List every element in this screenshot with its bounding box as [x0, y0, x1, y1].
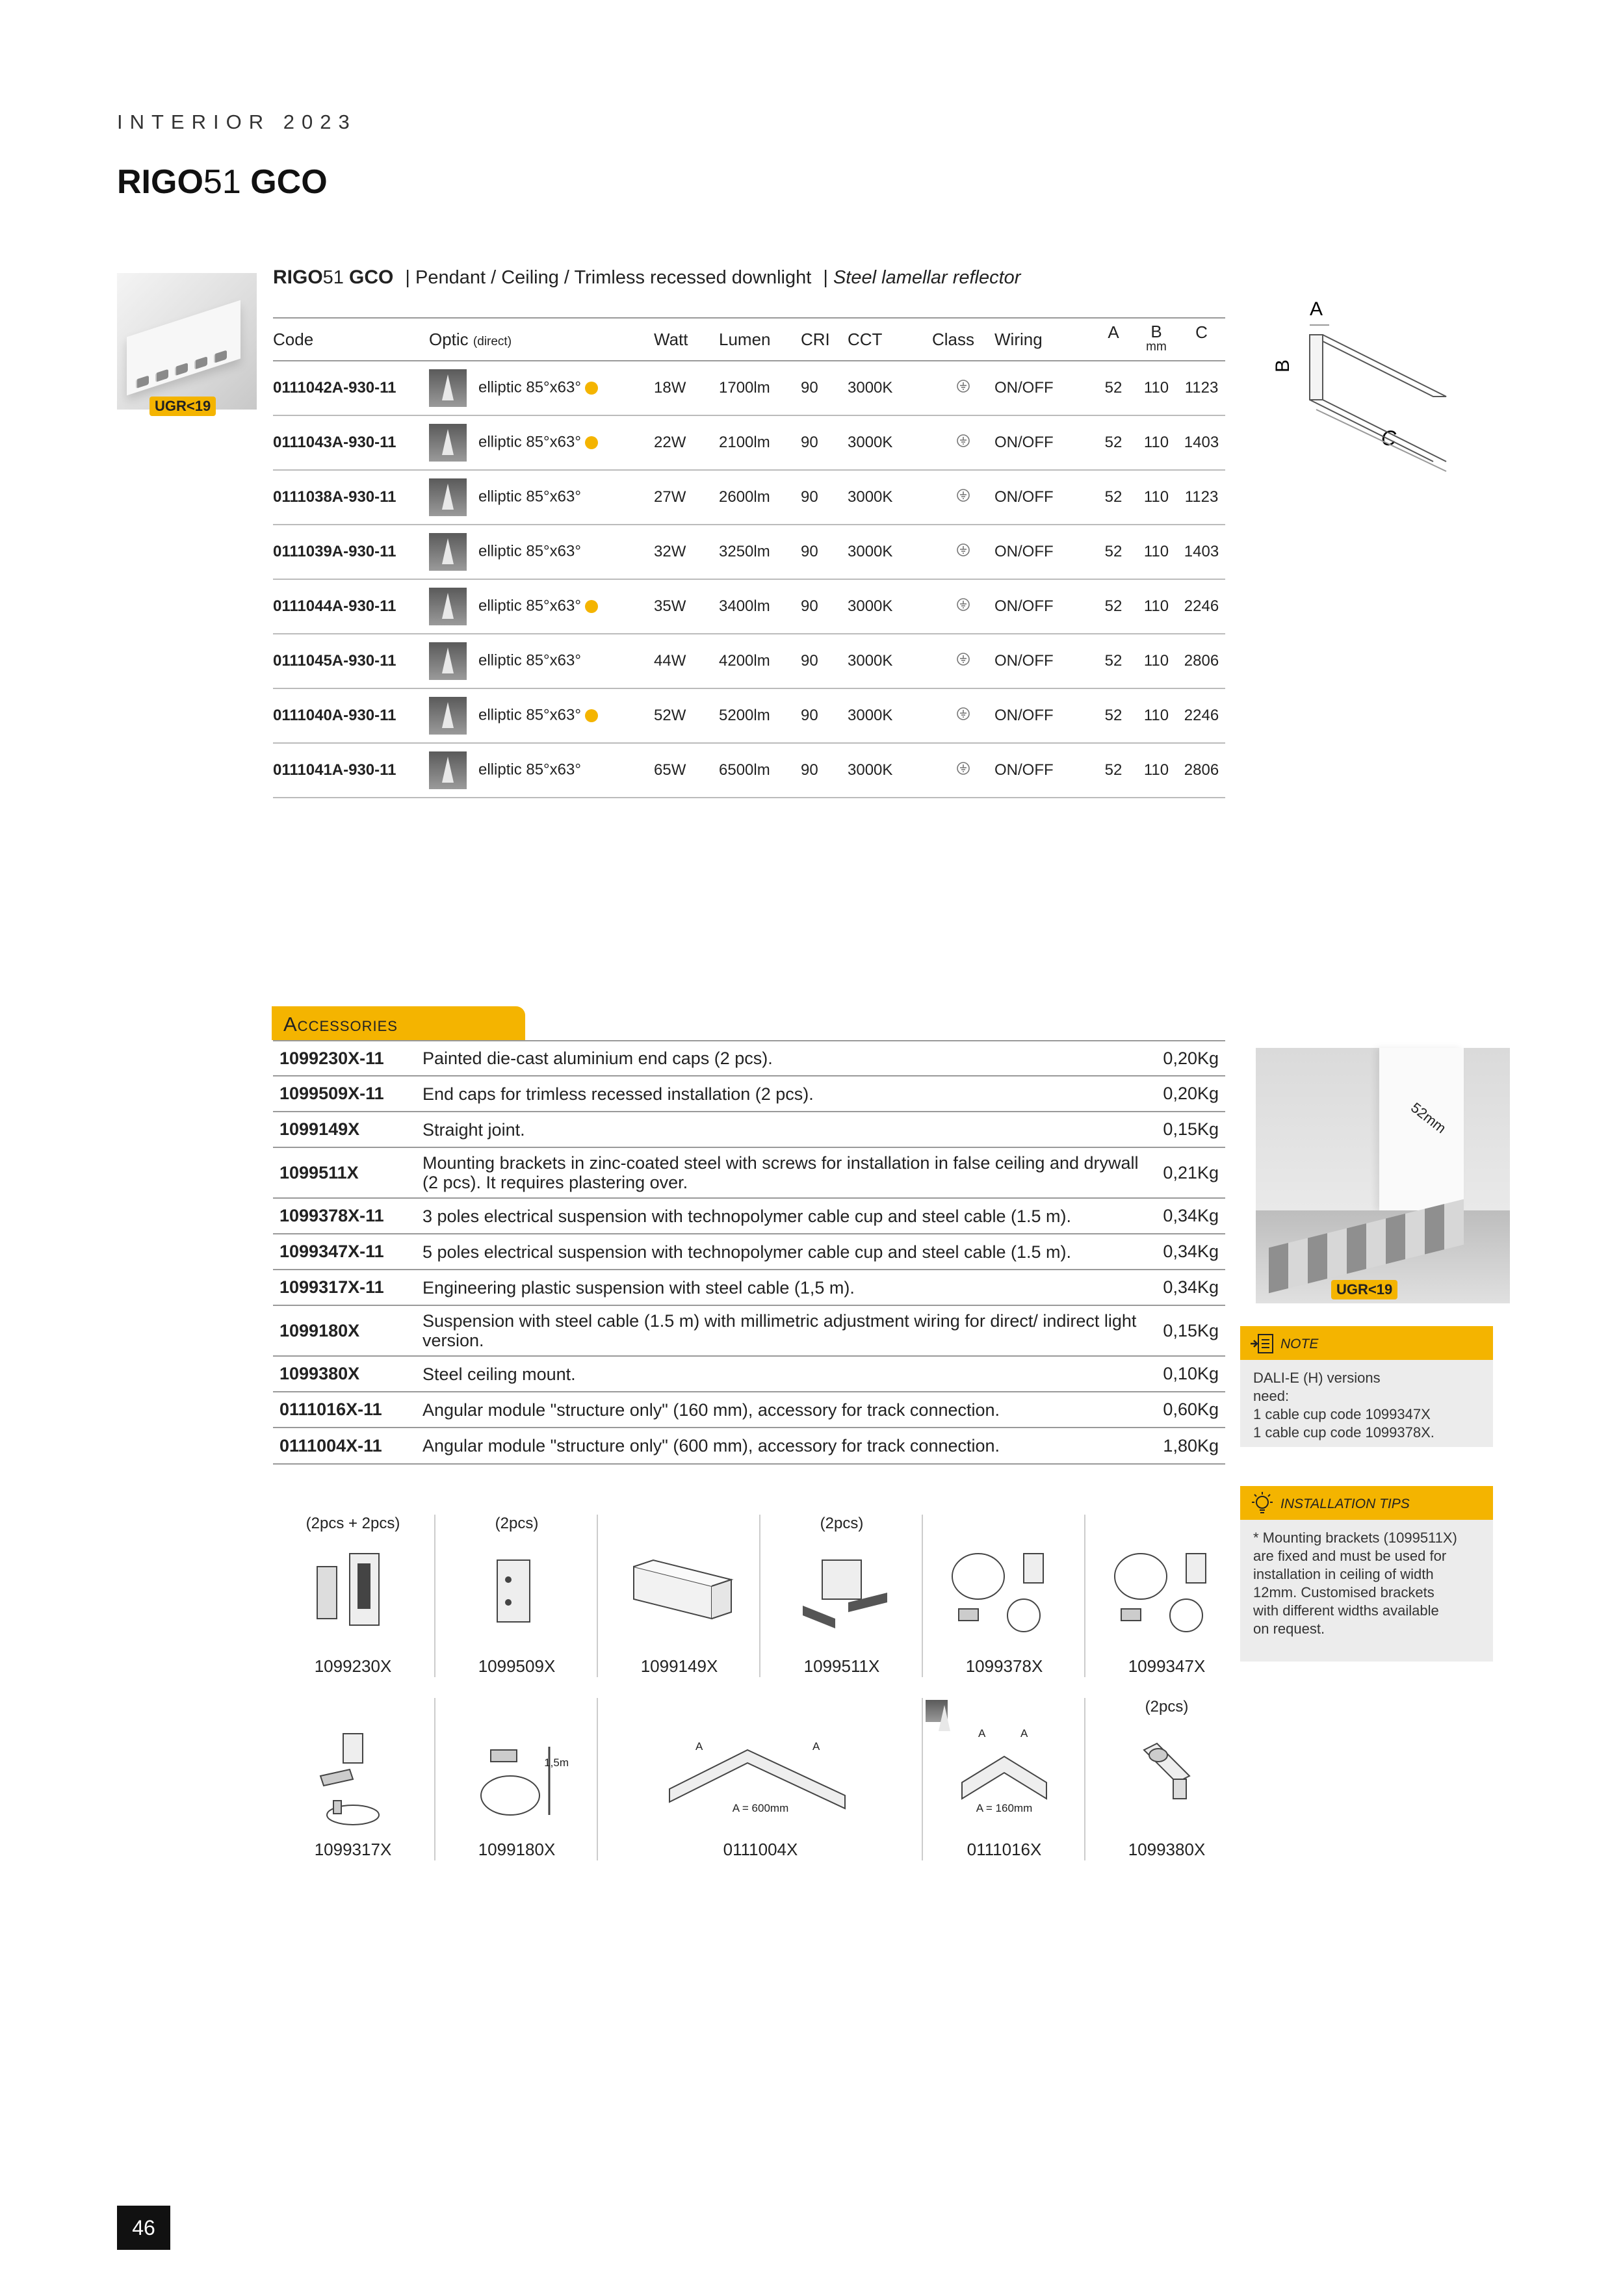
accessory-code: 0111016X-11 [273, 1392, 416, 1428]
row-wiring: ON/OFF [994, 525, 1092, 579]
row-a: 52 [1092, 415, 1135, 470]
accessory-row [273, 1270, 1225, 1305]
accessory-illustration [760, 1541, 923, 1635]
row-b: 110 [1135, 415, 1178, 470]
row-wiring: ON/OFF [994, 361, 1092, 415]
row-optic: elliptic 85°x63° [429, 525, 654, 579]
row-b: 110 [1135, 525, 1178, 579]
drawing-dimension: 1,5m [544, 1756, 569, 1769]
row-code: 0111041A-930-11 [273, 743, 429, 798]
accessory-desc: Painted die-cast aluminium end caps (2 pcs). [416, 1041, 1147, 1076]
accessory-desc: Engineering plastic suspension with steel cable (1,5 m). [416, 1270, 1147, 1305]
row-optic: elliptic 85°x63° [429, 634, 654, 688]
drawing-qty: (2pcs) [1145, 1698, 1189, 1715]
accessory-drawing [597, 1698, 923, 1860]
tips-line: are fixed and must be used for [1253, 1548, 1447, 1564]
row-code: 0111038A-930-11 [273, 470, 429, 525]
row-c: 1403 [1178, 415, 1225, 470]
accessory-illustration [923, 1724, 1085, 1831]
drawing-label: 1099317X [314, 1840, 392, 1859]
row-c: 1123 [1178, 470, 1225, 525]
title-num: 51 [203, 163, 241, 201]
accessory-row [273, 1428, 1225, 1464]
accessory-desc: Angular module "structure only" (160 mm), accessory for track connection. [416, 1392, 1147, 1428]
row-cri: 90 [801, 470, 848, 525]
drawing-label: 1099347X [1128, 1656, 1206, 1676]
side-ugr-badge: UGR<19 [1331, 1280, 1397, 1299]
col-wiring: Wiring [994, 318, 1092, 361]
drawing-label: 1099230X [314, 1656, 392, 1676]
accessory-row [273, 1392, 1225, 1428]
row-lumen: 1700lm [719, 361, 801, 415]
yellow-dot-icon [585, 709, 598, 722]
accessory-illustration [1085, 1541, 1248, 1641]
title-suffix: GCO [250, 163, 328, 201]
spec-row [273, 634, 1225, 688]
accessory-weight: 0,34Kg [1147, 1234, 1225, 1270]
row-c: 2246 [1178, 579, 1225, 634]
drawing-label: 0111016X [967, 1840, 1042, 1859]
accessory-weight: 0,10Kg [1147, 1356, 1225, 1392]
drawing-label: 1099509X [478, 1656, 556, 1676]
row-lumen: 5200lm [719, 688, 801, 743]
accessory-drawing [1084, 1515, 1248, 1677]
optic-icon [429, 478, 467, 516]
row-cct: 3000K [848, 525, 932, 579]
tips-line: on request. [1253, 1621, 1325, 1637]
drawing-qty: (2pcs) [820, 1515, 864, 1532]
drawing-qty: (2pcs) [495, 1515, 539, 1532]
row-wiring: ON/OFF [994, 415, 1092, 470]
row-class [932, 525, 994, 579]
row-optic: elliptic 85°x63° [429, 361, 654, 415]
accessory-drawing [1084, 1698, 1248, 1860]
accessory-weight: 0,20Kg [1147, 1041, 1225, 1076]
row-cct: 3000K [848, 579, 932, 634]
row-watt: 52W [654, 688, 719, 743]
accessory-code: 1099180X [273, 1305, 416, 1356]
row-cri: 90 [801, 415, 848, 470]
row-cri: 90 [801, 361, 848, 415]
accessory-illustration [1085, 1724, 1248, 1825]
row-watt: 65W [654, 743, 719, 798]
accessory-row [273, 1112, 1225, 1147]
optic-icon [429, 369, 467, 407]
accessory-desc: Mounting brackets in zinc-coated steel with screws for installation in false ceiling and drywall (2 pcs). It requires plastering over. [416, 1147, 1147, 1198]
row-cct: 3000K [848, 361, 932, 415]
row-cct: 3000K [848, 634, 932, 688]
row-class [932, 634, 994, 688]
col-cri: CRI [801, 318, 848, 361]
row-c: 1403 [1178, 525, 1225, 579]
drawing-dim-a: A [812, 1740, 820, 1753]
earth-class-icon [956, 761, 970, 776]
col-c: C [1178, 318, 1225, 361]
accessory-code: 1099509X-11 [273, 1076, 416, 1112]
row-class [932, 361, 994, 415]
accessory-illustration [598, 1724, 923, 1831]
accessory-row [273, 1198, 1225, 1234]
row-a: 52 [1092, 634, 1135, 688]
spec-row [273, 579, 1225, 634]
accessory-code: 0111004X-11 [273, 1428, 416, 1464]
optic-icon [429, 588, 467, 625]
accessory-weight: 0,15Kg [1147, 1305, 1225, 1356]
row-lumen: 2600lm [719, 470, 801, 525]
drawing-qty: (2pcs + 2pcs) [305, 1515, 400, 1532]
earth-class-icon [956, 707, 970, 721]
accessory-drawing [434, 1515, 598, 1677]
row-class [932, 743, 994, 798]
row-wiring: ON/OFF [994, 743, 1092, 798]
note-panel [1240, 1326, 1493, 1447]
row-lumen: 4200lm [719, 634, 801, 688]
optic-icon [429, 751, 467, 789]
row-code: 0111040A-930-11 [273, 688, 429, 743]
row-b: 110 [1135, 743, 1178, 798]
spec-row [273, 525, 1225, 579]
accessory-weight: 0,20Kg [1147, 1076, 1225, 1112]
row-cct: 3000K [848, 470, 932, 525]
row-class [932, 470, 994, 525]
accessory-code: 1099230X-11 [273, 1041, 416, 1076]
note-line: need: [1253, 1388, 1290, 1404]
spec-row [273, 361, 1225, 415]
col-optic: Optic (direct) [429, 318, 654, 361]
row-optic: elliptic 85°x63° [429, 470, 654, 525]
accessory-illustration [923, 1541, 1085, 1641]
row-optic: elliptic 85°x63° [429, 415, 654, 470]
row-lumen: 3400lm [719, 579, 801, 634]
accessory-illustration [272, 1541, 434, 1635]
accessory-row [273, 1356, 1225, 1392]
dimension-52mm: 52mm [1408, 1099, 1449, 1137]
row-code: 0111043A-930-11 [273, 415, 429, 470]
tips-body [1240, 1520, 1493, 1647]
accessory-illustration [435, 1541, 598, 1635]
note-body [1240, 1360, 1493, 1451]
drawing-dimension: A = 160mm [976, 1802, 1033, 1814]
row-b: 110 [1135, 361, 1178, 415]
accessory-desc: 3 poles electrical suspension with technopolymer cable cup and steel cable (1.5 m). [416, 1198, 1147, 1234]
row-c: 1123 [1178, 361, 1225, 415]
yellow-dot-icon [585, 382, 598, 395]
accessory-desc: End caps for trimless recessed installation (2 pcs). [416, 1076, 1147, 1112]
row-watt: 35W [654, 579, 719, 634]
reflector-note: Steel lamellar reflector [833, 267, 1021, 288]
drawing-label: 0111004X [723, 1840, 798, 1859]
optic-icon [926, 1700, 948, 1722]
tips-line: with different widths available [1253, 1602, 1439, 1619]
lightbulb-icon [1249, 1491, 1275, 1516]
col-cct: CCT [848, 318, 932, 361]
row-wiring: ON/OFF [994, 470, 1092, 525]
accessory-row [273, 1147, 1225, 1198]
ugr-badge: UGR<19 [149, 397, 216, 416]
row-c: 2806 [1178, 743, 1225, 798]
accessory-desc: 5 poles electrical suspension with technopolymer cable cup and steel cable (1.5 m). [416, 1234, 1147, 1270]
row-cri: 90 [801, 688, 848, 743]
row-a: 52 [1092, 525, 1135, 579]
row-b: 110 [1135, 634, 1178, 688]
accessory-code: 1099511X [273, 1147, 416, 1198]
accessory-row [273, 1076, 1225, 1112]
row-lumen: 2100lm [719, 415, 801, 470]
accessory-code: 1099149X [273, 1112, 416, 1147]
accessory-code: 1099347X-11 [273, 1234, 416, 1270]
drawing-label: 1099380X [1128, 1840, 1206, 1859]
row-cct: 3000K [848, 415, 932, 470]
accessory-weight: 0,60Kg [1147, 1392, 1225, 1428]
row-class [932, 415, 994, 470]
accessory-drawing [434, 1698, 598, 1860]
row-optic: elliptic 85°x63° [429, 743, 654, 798]
row-a: 52 [1092, 688, 1135, 743]
installation-tips-panel [1240, 1486, 1493, 1662]
row-watt: 22W [654, 415, 719, 470]
note-title: NOTE [1280, 1337, 1319, 1351]
accessory-drawing [759, 1515, 923, 1677]
row-watt: 32W [654, 525, 719, 579]
dim-label-a: A [1310, 298, 1323, 320]
earth-class-icon [956, 543, 970, 557]
note-line: 1 cable cup code 1099347X [1253, 1406, 1431, 1422]
accessory-row [273, 1041, 1225, 1076]
accessory-drawing [597, 1515, 760, 1677]
drawing-label: 1099180X [478, 1840, 556, 1859]
optic-icon [429, 697, 467, 735]
accessory-weight: 0,21Kg [1147, 1147, 1225, 1198]
optic-icon [429, 642, 467, 680]
accessory-weight: 0,15Kg [1147, 1112, 1225, 1147]
row-lumen: 6500lm [719, 743, 801, 798]
drawing-dim-a: A [978, 1727, 986, 1740]
drawing-label: 1099378X [965, 1656, 1043, 1676]
row-class [932, 688, 994, 743]
row-wiring: ON/OFF [994, 579, 1092, 634]
spec-table [273, 317, 1225, 798]
accessory-desc: Suspension with steel cable (1.5 m) with millimetric adjustment wiring for direct/ indirect light version. [416, 1305, 1147, 1356]
row-b: 110 [1135, 470, 1178, 525]
optic-icon [429, 424, 467, 462]
spec-row [273, 743, 1225, 798]
accessory-drawing [272, 1698, 434, 1860]
accessory-row [273, 1305, 1225, 1356]
tips-line: installation in ceiling of width [1253, 1566, 1434, 1582]
row-a: 52 [1092, 361, 1135, 415]
accessories-table [273, 1040, 1225, 1465]
note-line: 1 cable cup code 1099378X. [1253, 1424, 1435, 1441]
dimension-diagram [1258, 296, 1453, 484]
col-class: Class [932, 318, 994, 361]
row-wiring: ON/OFF [994, 688, 1092, 743]
accessory-illustration [598, 1541, 760, 1635]
col-code: Code [273, 318, 429, 361]
accessories-tab: Accessories [272, 1006, 525, 1040]
row-watt: 18W [654, 361, 719, 415]
title-main: RIGO [117, 163, 203, 201]
note-icon [1249, 1333, 1275, 1355]
product-header: RIGO51 GCO | Pendant / Ceiling / Trimless recessed downlight | Steel lamellar reflector [273, 267, 1021, 288]
row-code: 0111044A-930-11 [273, 579, 429, 634]
drawing-dim-a: A [695, 1740, 703, 1753]
dim-label-b: B [1272, 359, 1293, 372]
optic-icon [429, 533, 467, 571]
earth-class-icon [956, 379, 970, 393]
accessory-drawing [272, 1515, 434, 1677]
tips-title: INSTALLATION TIPS [1280, 1496, 1410, 1511]
earth-class-icon [956, 488, 970, 502]
yellow-dot-icon [585, 600, 598, 613]
accessory-drawing [922, 1515, 1085, 1677]
row-watt: 27W [654, 470, 719, 525]
col-watt: Watt [654, 318, 719, 361]
spec-row [273, 470, 1225, 525]
accessory-weight: 1,80Kg [1147, 1428, 1225, 1464]
row-cct: 3000K [848, 743, 932, 798]
accessory-weight: 0,34Kg [1147, 1270, 1225, 1305]
product-detail-image [1256, 1048, 1510, 1303]
spec-row [273, 688, 1225, 743]
row-c: 2246 [1178, 688, 1225, 743]
drawing-dimension: A = 600mm [732, 1802, 789, 1814]
drawing-label: 1099149X [640, 1656, 718, 1676]
dim-label-c: C [1381, 426, 1397, 450]
row-wiring: ON/OFF [994, 634, 1092, 688]
row-c: 2806 [1178, 634, 1225, 688]
spec-row [273, 415, 1225, 470]
row-code: 0111039A-930-11 [273, 525, 429, 579]
row-cri: 90 [801, 743, 848, 798]
earth-class-icon [956, 434, 970, 448]
yellow-dot-icon [585, 436, 598, 449]
row-cri: 90 [801, 634, 848, 688]
earth-class-icon [956, 597, 970, 612]
row-cct: 3000K [848, 688, 932, 743]
accessory-row [273, 1234, 1225, 1270]
page-number: 46 [117, 2206, 170, 2250]
page-title [117, 163, 328, 202]
row-b: 110 [1135, 688, 1178, 743]
accessory-code: 1099317X-11 [273, 1270, 416, 1305]
row-optic: elliptic 85°x63° [429, 579, 654, 634]
product-thumbnail [117, 273, 257, 410]
row-a: 52 [1092, 579, 1135, 634]
col-a: A [1092, 318, 1135, 361]
accessory-desc: Angular module "structure only" (600 mm), accessory for track connection. [416, 1428, 1147, 1464]
row-a: 52 [1092, 470, 1135, 525]
col-lumen: Lumen [719, 318, 801, 361]
catalog-kicker: INTERIOR 2023 [117, 111, 357, 133]
drawing-dim-a: A [1020, 1727, 1028, 1740]
accessory-illustration [272, 1724, 434, 1831]
accessory-illustration [435, 1724, 598, 1831]
accessory-desc: Straight joint. [416, 1112, 1147, 1147]
row-code: 0111042A-930-11 [273, 361, 429, 415]
row-class [932, 579, 994, 634]
row-optic: elliptic 85°x63° [429, 688, 654, 743]
accessory-code: 1099378X-11 [273, 1198, 416, 1234]
tips-line: 12mm. Customised brackets [1253, 1584, 1435, 1600]
note-line: DALI-E (H) versions [1253, 1370, 1381, 1386]
row-watt: 44W [654, 634, 719, 688]
col-b: B mm [1135, 318, 1178, 361]
accessory-weight: 0,34Kg [1147, 1198, 1225, 1234]
drawing-label: 1099511X [803, 1656, 880, 1676]
row-lumen: 3250lm [719, 525, 801, 579]
row-b: 110 [1135, 579, 1178, 634]
accessory-desc: Steel ceiling mount. [416, 1356, 1147, 1392]
accessory-code: 1099380X [273, 1356, 416, 1392]
row-cri: 90 [801, 525, 848, 579]
row-cri: 90 [801, 579, 848, 634]
earth-class-icon [956, 652, 970, 666]
row-code: 0111045A-930-11 [273, 634, 429, 688]
row-a: 52 [1092, 743, 1135, 798]
tips-line: * Mounting brackets (1099511X) [1253, 1530, 1457, 1546]
